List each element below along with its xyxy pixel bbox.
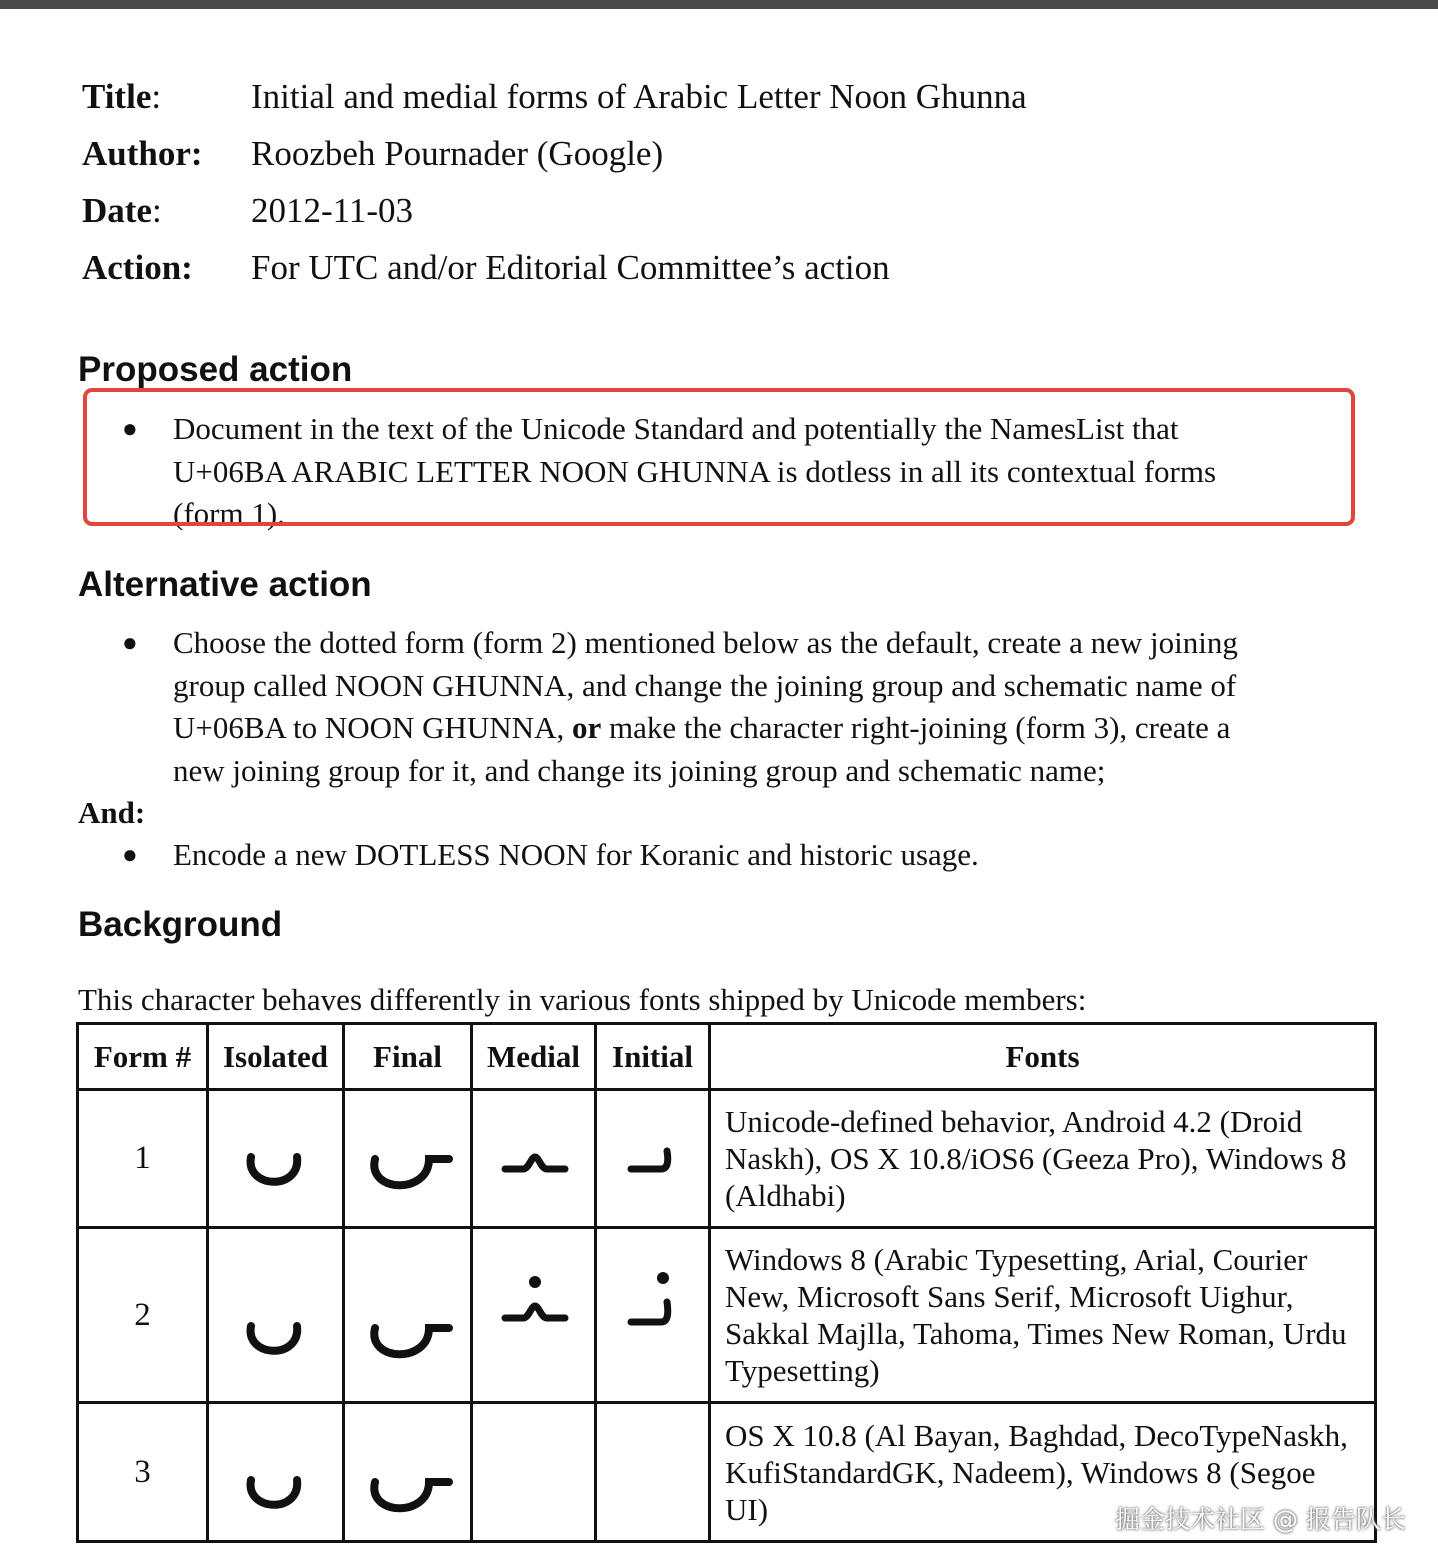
form-number: 1 (78, 1090, 208, 1228)
action-value: For UTC and/or Editorial Committee’s action (251, 247, 890, 287)
table-row (78, 1228, 1376, 1403)
header-final: Final (344, 1024, 472, 1090)
window-top-bar (0, 0, 1438, 9)
fonts-list: OS X 10.8 (Al Bayan, Baghdad, DecoTypeNaskh, KufiStandardGK, Nadeem), Windows 8 (Segoe UI) (710, 1403, 1376, 1542)
action-label: Action: (82, 247, 193, 287)
isolated-glyph (208, 1228, 344, 1403)
alternative-action-text: Choose the dotted form (form 2) mentioned below as the default, create a new joining group called NOON GHUNNA, and change the joining group and schematic name of U+06BA to NOON GHUNNA, or make the character right-joining (form 3), create a new joining group for it, and change its joining group and schematic name; (173, 625, 1238, 788)
medial-glyph (472, 1228, 596, 1403)
initial-empty (596, 1403, 710, 1542)
medial-glyph (472, 1090, 596, 1228)
dotless-noon-text: Encode a new DOTLESS NOON for Koranic and historic usage. (173, 837, 979, 872)
date-label: Date (82, 190, 152, 230)
bullet-icon: ● (122, 840, 138, 869)
table-header-row (78, 1024, 1376, 1090)
alternative-action-heading: Alternative action (78, 565, 372, 604)
fonts-list: Unicode-defined behavior, Android 4.2 (Droid Naskh), OS X 10.8/iOS6 (Geeza Pro), Windows 8 (Aldhabi) (710, 1090, 1376, 1228)
forms-table (76, 1022, 1377, 1543)
table-row (78, 1090, 1376, 1228)
proposed-action-text: Document in the text of the Unicode Standard and potentially the NamesList that U+06BA ARABIC LETTER NOON GHUNNA is dotless in all its contextual forms (form 1). (173, 411, 1217, 531)
author-label: Author: (82, 133, 203, 173)
date-value: 2012-11-03 (251, 190, 414, 230)
isolated-glyph (208, 1090, 344, 1228)
header-fonts: Fonts (710, 1024, 1376, 1090)
header-medial: Medial (472, 1024, 596, 1090)
initial-glyph (596, 1090, 710, 1228)
title-label: Title (82, 76, 152, 116)
final-glyph (344, 1228, 472, 1403)
form-number: 3 (78, 1403, 208, 1542)
document-metadata (82, 68, 1027, 296)
title-value: Initial and medial forms of Arabic Letter Noon Ghunna (251, 76, 1027, 116)
proposed-action-heading: Proposed action (78, 350, 353, 389)
title-row: Title: Initial and medial forms of Arabic Letter Noon Ghunna (82, 76, 1027, 116)
isolated-glyph (208, 1403, 344, 1542)
bullet-icon: ● (122, 628, 138, 657)
final-glyph (344, 1090, 472, 1228)
form-number: 2 (78, 1228, 208, 1403)
fonts-list: Windows 8 (Arabic Typesetting, Arial, Courier New, Microsoft Sans Serif, Microsoft Uighur, Sakkal Majlla, Tahoma, Times New Roman, Urdu Typesetting) (710, 1228, 1376, 1403)
final-glyph (344, 1403, 472, 1542)
medial-empty (472, 1403, 596, 1542)
and-label: And: (78, 795, 146, 830)
action-row (82, 239, 1027, 296)
author-value: Roozbeh Pournader (Google) (251, 133, 664, 173)
background-heading: Background (78, 905, 283, 944)
date-row: Date: 2012-11-03 (82, 190, 414, 230)
or-emphasis: or (571, 710, 602, 745)
header-form: Form # (78, 1024, 208, 1090)
highlight-box (83, 388, 1355, 526)
header-initial: Initial (596, 1024, 710, 1090)
background-intro: This character behaves differently in various fonts shipped by Unicode members: (78, 982, 1087, 1017)
bullet-icon: ● (122, 414, 138, 443)
header-isolated: Isolated (208, 1024, 344, 1090)
initial-glyph (596, 1228, 710, 1403)
watermark: 掘金技术社区 @ 报告队长 (1115, 1505, 1406, 1534)
author-row (82, 125, 1027, 182)
